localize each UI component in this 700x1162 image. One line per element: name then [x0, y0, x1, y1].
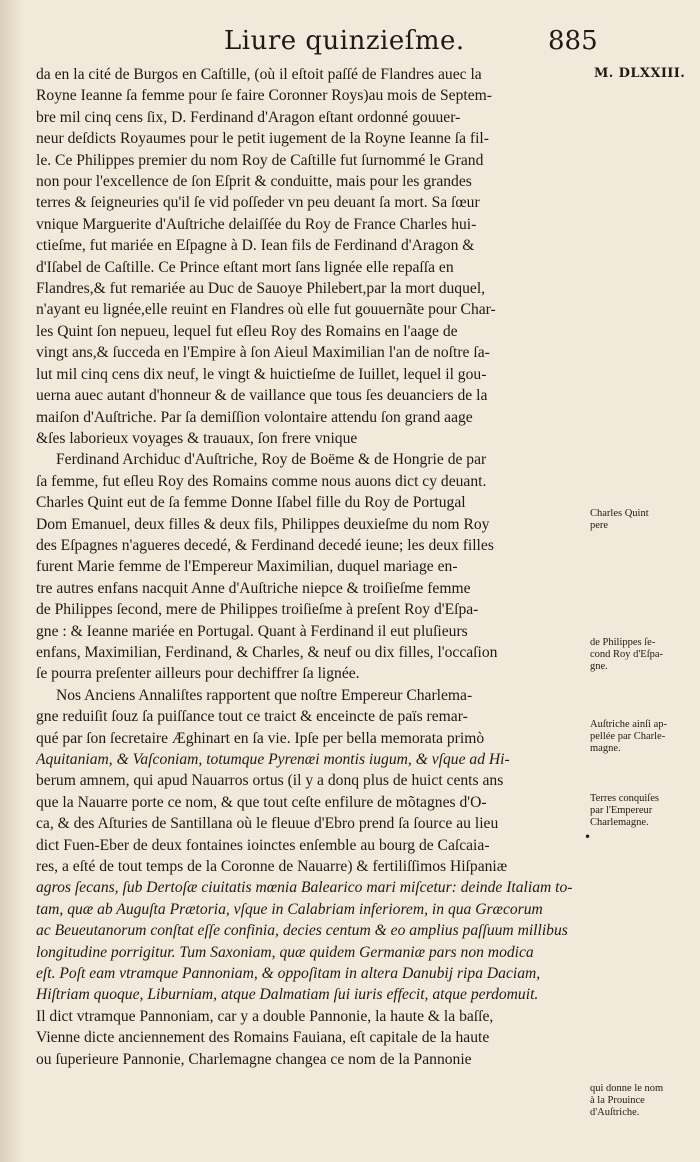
text-line: furent Marie femme de l'Empereur Maximilian, duquel mariage en-: [36, 558, 458, 576]
text-line: Hiſtriam quoque, Liburniam, atque Dalmatiam ſui iuris effecit, atque perdomuit.: [36, 986, 539, 1004]
text-line: tre autres enfans nacquit Anne d'Auſtriche niepce & troiſieſme femme: [36, 579, 471, 597]
text-line: Flandres,& fut remariée au Duc de Sauoye Philebert,par la mort duquel,: [36, 280, 486, 298]
text-line: Dom Emanuel, deux filles & deux fils, Philippes deuxieſme du nom Roy: [36, 515, 490, 533]
text-line: longitudine porrigitur. Tum Saxoniam, quæ quidem Germaniæ pars non modica: [36, 943, 534, 961]
margin-note-line: à la Prouince: [590, 1095, 645, 1106]
text-line: gne reduiſit ſouz ſa puiſſance tout ce traict & enceincte de païs remar-: [36, 708, 468, 726]
text-line: tam, quæ ab Auguſta Prætoria, vſque in Calabriam inferiorem, in qua Græcorum: [36, 900, 543, 918]
text-line: ſe pourra preſenter ailleurs pour dechiffrer ſa lignée.: [36, 665, 360, 683]
text-line: des Eſpagnes n'agueres decedé, & Ferdinand decedé ieune; les deux filles: [36, 536, 494, 554]
margin-note-line: cond Roy d'Eſpa-: [590, 649, 664, 660]
text-line: Nos Anciens Annaliſtes rapportent que noſtre Empereur Charlema-: [56, 686, 473, 704]
text-line: dict Fuen-Eber de deux fontaines ioinctes enſemble au bourg de Caſcaia-: [36, 836, 490, 854]
margin-note-line: magne.: [590, 743, 621, 754]
text-line: lut mil cinq cens dix neuf, le vingt & huictieſme de Iuillet, lequel il gou-: [36, 365, 487, 383]
margin-note-line: qui donne le nom: [590, 1083, 664, 1094]
text-line: d'Iſabel de Caſtille. Ce Prince eſtant mort ſans lignée elle repaſſa en: [36, 258, 454, 276]
margin-note: [590, 508, 698, 532]
body-text: [36, 64, 582, 1070]
text-line: enfans, Maximilian, Ferdinand, & Charles, & neuf ou dix filles, l'occaſion: [36, 643, 498, 661]
margin-dot: •: [584, 830, 592, 844]
margin-note: [590, 637, 698, 673]
text-line: n'ayant eu lignée,elle reuint en Flandres où elle fut gouuernãte pour Char-: [36, 301, 496, 319]
text-line: non pour l'excellence de ſon Eſprit & conduitte, mais pour les grandes: [36, 173, 472, 191]
margin-note: [590, 719, 698, 755]
margin-note: [590, 793, 698, 829]
text-line: gne : & Ieanne mariée en Portugal. Quant à Ferdinand il eut pluſieurs: [36, 622, 468, 640]
margin-note: [590, 1083, 698, 1119]
margin-note-line: pellée par Charle-: [590, 731, 666, 742]
margin-note-line: par l'Empereur: [590, 805, 653, 816]
text-line: de Philippes ſecond, mere de Philippes troiſieſme à preſent Roy d'Eſpa-: [36, 601, 479, 619]
text-line: da en la cité de Burgos en Caſtille, (où il eſtoit paſſé de Flandres auec la: [36, 66, 482, 83]
margin-note-line: de Philippes ſe-: [590, 637, 656, 648]
page-number: 885: [548, 26, 598, 56]
text-line: terres & ſeigneuries qu'il ſe vid poſſeder vn peu deuant ſa mort. Sa ſœur: [36, 194, 480, 212]
text-line: qué par ſon ſecretaire Æghinart en ſa vie. Ipſe per bella memorata primò: [36, 729, 485, 747]
text-line: bre mil cinq cens ſix, D. Ferdinand d'Aragon eſtant ordonné gouuer-: [36, 108, 461, 126]
margin-note-line: Charlemagne.: [590, 817, 649, 828]
margin-note-line: d'Auſtriche.: [590, 1107, 640, 1118]
text-line: les Quint ſon nepueu, lequel fut eſleu Roy des Romains en l'aage de: [36, 322, 458, 340]
text-line: Vienne dicte anciennement des Romains Fauiana, eſt capitale de la haute: [36, 1029, 490, 1047]
text-line: eſt. Poſt eam vtramque Pannoniam, & oppoſitam in altera Danubij ripa Daciam,: [36, 965, 541, 983]
text-line: Aquitaniam, & Vaſconiam, totumque Pyrenæi montis iugum, & vſque ad Hi-: [36, 751, 510, 768]
text-line: le. Ce Philippes premier du nom Roy de Caſtille fut ſurnommé le Grand: [36, 151, 484, 169]
year-marginal: M. DLXXIII.: [594, 66, 686, 81]
margin-note-line: Terres conquiſes: [590, 793, 659, 804]
text-line: vnique Marguerite d'Auſtriche delaiſſée du Roy de France Charles hui-: [36, 215, 477, 233]
text-line: uerna auec autant d'honneur & de vaillance que tous ſes deuanciers de la: [36, 387, 488, 405]
text-line: maiſon d'Auſtriche. Par ſa demiſſion volontaire attendu ſon grand aage: [36, 408, 473, 426]
text-line: ctieſme, fut mariée en Eſpagne à D. Iean fils de Ferdinand d'Aragon &: [36, 237, 475, 255]
margin-note-line: Auſtriche ainſi ap-: [590, 719, 667, 730]
text-line: ſa femme, fut eſleu Roy des Romains comme nous auons dict cy deuant.: [36, 472, 487, 490]
text-line: Charles Quint eut de ſa femme Donne Iſabel fille du Roy de Portugal: [36, 494, 466, 512]
margin-note-line: Charles Quint: [590, 508, 649, 519]
text-line: ca, & des Aſturies de Santillana où le fleuue d'Ebro prend ſa ſource au lieu: [36, 815, 499, 833]
text-line: vingt ans,& ſucceda en l'Empire à ſon Aieul Maximilian l'an de noſtre ſa-: [36, 344, 490, 362]
text-line: berum amnem, qui apud Nauarros ortus (il y a donq plus de huict cents ans: [36, 772, 504, 790]
text-line: ou ſuperieure Pannonie, Charlemagne changea ce nom de la Pannonie: [36, 1050, 472, 1068]
margin-note-line: pere: [590, 520, 609, 531]
text-line: Il dict vtramque Pannoniam, car y a double Pannonie, la haute & la baſſe,: [36, 1007, 494, 1025]
text-line: ac Beueutanorum conſtat eſſe confinia, decies centum & eo amplius paſſuum millibus: [36, 922, 568, 940]
text-line: &ſes laborieux voyages & trauaux, ſon frere vnique: [36, 429, 358, 447]
text-line: Ferdinand Archiduc d'Auſtriche, Roy de Boëme & de Hongrie de par: [56, 451, 487, 469]
running-head: Liure quinzieſme.: [224, 26, 465, 56]
margin-note-line: gne.: [590, 661, 608, 672]
text-line: que la Nauarre porte ce nom, & que tout ceſte enfilure de mõtagnes d'O-: [36, 793, 487, 811]
text-line: agros ſecans, ſub Dertoſæ ciuitatis mœnia Balearico mari miſcetur: deinde Italiam to-: [36, 879, 573, 897]
text-line: neur deſdicts Royaumes pour le petit iugement de la Royne Ieanne ſa fil-: [36, 130, 489, 148]
text-line: Royne Ieanne ſa femme pour ſe faire Coronner Roys)au mois de Septem-: [36, 87, 492, 105]
text-line: res, a eſté de tout temps de la Coronne de Nauarre) & fertiliſſimos Hiſpaniæ: [36, 858, 508, 876]
page-gutter-shadow: [0, 0, 26, 1162]
